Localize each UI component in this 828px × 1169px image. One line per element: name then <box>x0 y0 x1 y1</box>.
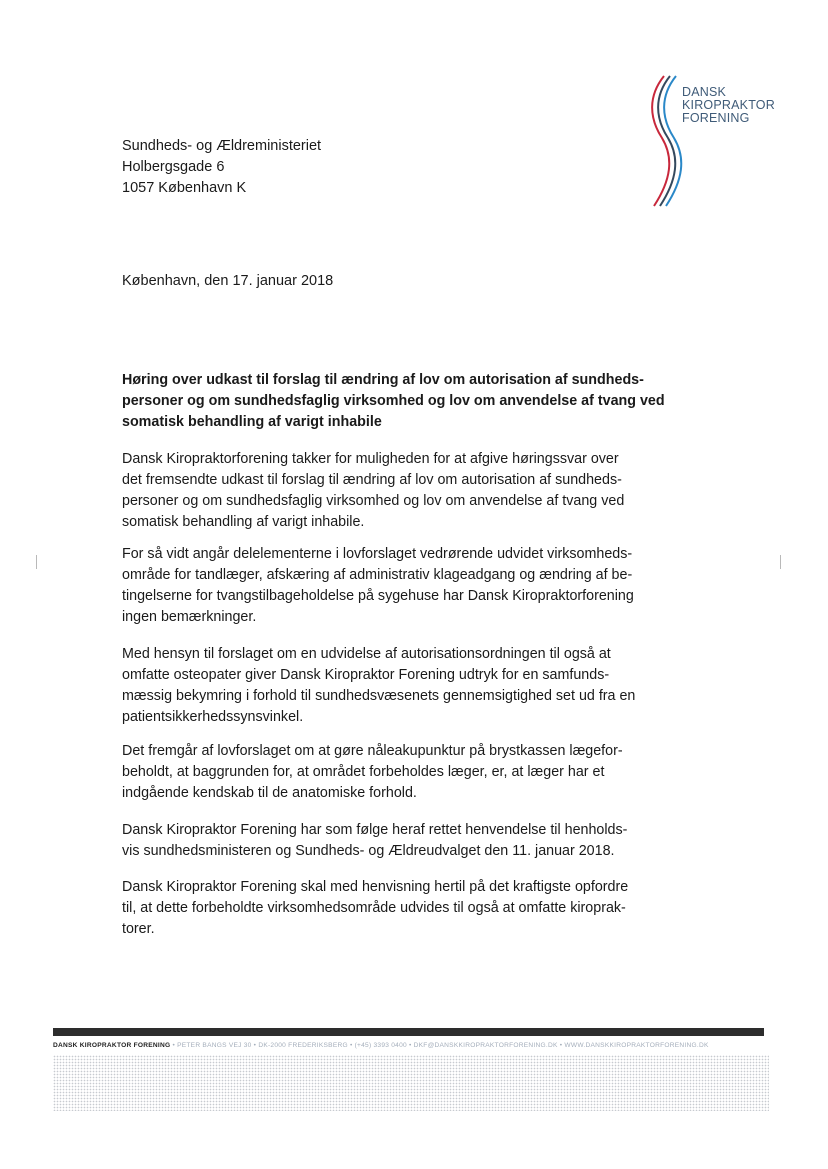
paragraph-line: Med hensyn til forslaget om en udvidelse af autorisationsordningen til også at <box>122 646 611 662</box>
paragraph-line: patientsikkerhedssynsvinkel. <box>122 709 304 725</box>
address-line: Holbergsgade 6 <box>122 159 225 175</box>
paragraph-line: det fremsendte udkast til forslag til ændring af lov om autorisation af sundheds- <box>122 472 622 488</box>
logo-line-2: KIROPRAKTOR <box>682 98 775 112</box>
paragraph-3 <box>122 644 662 728</box>
scan-margin-mark <box>36 555 37 569</box>
paragraph-line: omfatte osteopater giver Dansk Kiropraktor Forening udtryk for en samfunds- <box>122 667 610 683</box>
paragraph-line: Dansk Kiropraktor Forening har som følge heraf rettet henvendelse til henholds- <box>122 822 628 838</box>
footer-contact-details: • PETER BANGS VEJ 30 • DK-2000 FREDERIKSBERG • (+45) 3393 0400 • DKF@DANSKKIROPRAKTORFORENING.DK • WWW.DANSKKIROPRAKTORFORENING.DK <box>170 1042 709 1049</box>
logo-line-1: DANSK <box>682 85 727 99</box>
logo-wordmark <box>682 86 775 125</box>
subject-line: personer og om sundhedsfaglig virksomhed og lov om anvendelse af tvang ved <box>122 393 665 409</box>
paragraph-line: beholdt, at baggrunden for, at området forbeholdes læger, er, at læger har et <box>122 764 605 780</box>
paragraph-line: ingen bemærkninger. <box>122 609 257 625</box>
paragraph-line: Dansk Kiropraktor Forening skal med henvisning hertil på det kraftigste opfordre <box>122 879 629 895</box>
address-line: 1057 København K <box>122 180 247 196</box>
paragraph-4 <box>122 741 662 804</box>
paragraph-1 <box>122 449 662 533</box>
paragraph-line: Dansk Kiropraktorforening takker for muligheden for at afgive høringssvar over <box>122 451 619 467</box>
paragraph-line: Det fremgår af lovforslaget om at gøre nåleakupunktur på brystkassen lægefor- <box>122 743 623 759</box>
paragraph-2 <box>122 544 662 628</box>
association-logo <box>648 74 788 210</box>
paragraph-line: somatisk behandling af varigt inhabile. <box>122 514 365 530</box>
paragraph-line: område for tandlæger, afskæring af administrativ klageadgang og ændring af be- <box>122 567 633 583</box>
footer-dot-pattern <box>53 1055 769 1111</box>
footer-org-name: DANSK KIROPRAKTOR FORENING <box>53 1042 171 1049</box>
letter-date: København, den 17. januar 2018 <box>122 273 334 289</box>
paragraph-line: For så vidt angår delelementerne i lovforslaget vedrørende udvidet virksomheds- <box>122 546 633 562</box>
paragraph-line: til, at dette forbeholdte virksomhedsområde udvides til også at omfatte kiroprak- <box>122 900 626 916</box>
letter-subject <box>122 370 665 433</box>
scan-margin-mark <box>780 555 781 569</box>
logo-line-3: FORENING <box>682 111 750 125</box>
footer-contact-line <box>53 1041 769 1050</box>
subject-line: Høring over udkast til forslag til ændring af lov om autorisation af sundheds- <box>122 372 644 388</box>
footer-bar <box>53 1028 764 1036</box>
paragraph-line: torer. <box>122 921 155 937</box>
paragraph-5 <box>122 820 662 862</box>
address-line: Sundheds- og Ældreministeriet <box>122 138 322 154</box>
paragraph-6 <box>122 877 662 940</box>
paragraph-line: mæssig bekymring i forhold til sundhedsvæsenets gennemsigtighed set ud fra en <box>122 688 636 704</box>
paragraph-line: vis sundhedsministeren og Sundheds- og Ældreudvalget den 11. januar 2018. <box>122 843 615 859</box>
subject-line: somatisk behandling af varigt inhabile <box>122 414 382 430</box>
recipient-address <box>122 136 321 199</box>
paragraph-line: indgående kendskab til de anatomiske forhold. <box>122 785 417 801</box>
paragraph-line: personer og om sundhedsfaglig virksomhed og lov om anvendelse af tvang ved <box>122 493 625 509</box>
paragraph-line: tingelserne for tvangstilbageholdelse på sygehuse har Dansk Kiropraktorforening <box>122 588 634 604</box>
